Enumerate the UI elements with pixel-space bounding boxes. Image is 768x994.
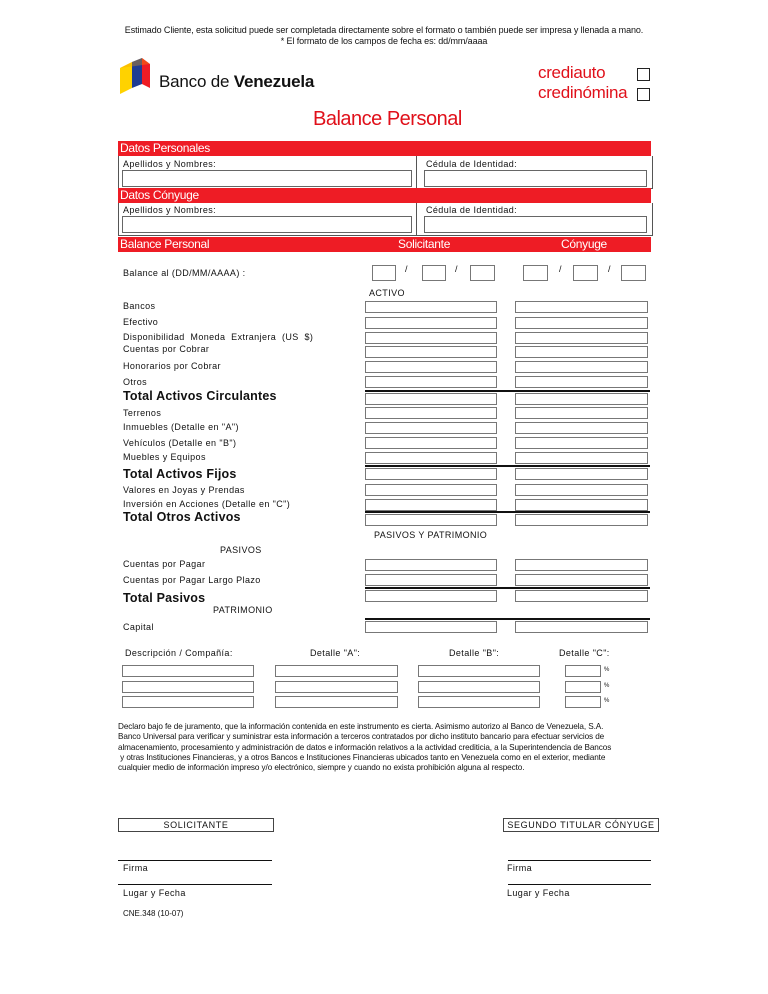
percent-sign: % [604, 698, 610, 704]
subtotal-divider [365, 587, 650, 589]
subtotal-divider [365, 511, 650, 513]
declaration-line: Declaro bajo fe de juramento, que la información contenida en este instrumento es cierta. Asimismo autorizo al Banco de Venezuela, S.A. [118, 722, 604, 731]
spouse-date-month[interactable] [573, 265, 598, 281]
spouse-cuentas-cobrar-field[interactable] [515, 346, 648, 358]
spouse-date-year[interactable] [621, 265, 646, 281]
applicant-place-date-line[interactable] [118, 884, 272, 885]
activo-heading: ACTIVO [369, 288, 405, 298]
applicant-date-day[interactable] [372, 265, 396, 281]
percent-sign: % [604, 667, 610, 673]
balance-header-bar [118, 237, 651, 252]
total-circulantes-label: Total Activos Circulantes [123, 389, 277, 403]
row-label-honorarios: Honorarios por Cobrar [123, 361, 221, 371]
detail-c-field[interactable] [565, 696, 601, 708]
patrimonio-heading: PATRIMONIO [213, 605, 273, 615]
applicant-total-fijos-field[interactable] [365, 468, 497, 480]
detail-b-field[interactable] [418, 665, 540, 677]
detail-a-field[interactable] [275, 696, 398, 708]
section-header-personal: Datos Personales [118, 141, 651, 156]
spouse-firma-label: Firma [507, 863, 532, 873]
declaration-line: almacenamiento, procesamiento y administración de datos e información relativos a la actividad crediticia, a la Superintendencia de Bancos [118, 742, 612, 752]
applicant-efectivo-field[interactable] [365, 317, 497, 329]
row-label-cuentas-cobrar: Cuentas por Cobrar [123, 344, 210, 354]
spouse-total-otros-field[interactable] [515, 514, 648, 526]
date-separator: / [608, 264, 611, 274]
row-label-muebles: Muebles y Equipos [123, 452, 206, 462]
row-label-inmuebles: Inmuebles (Detalle en "A") [123, 422, 239, 432]
detail-description-field[interactable] [122, 665, 254, 677]
declaration-text [118, 722, 638, 773]
declaration-line: cualquier medio de información impreso y/o electrónico, siempre y cuando no exista prohibición alguna al respecto. [118, 763, 525, 773]
declaration-line: y otras Instituciones Financieras, y a otros Bancos e Instituciones Financieras ubicados tanto en Venezuela como en el exterior, mediante [118, 752, 606, 762]
personal-id-field[interactable] [424, 170, 647, 187]
applicant-firma-label: Firma [123, 863, 148, 873]
applicant-vehiculos-field[interactable] [365, 437, 497, 449]
personal-name-field[interactable] [122, 170, 412, 187]
row-label-capital: Capital [123, 622, 154, 632]
applicant-capital-field[interactable] [365, 621, 497, 633]
detail-description-field[interactable] [122, 696, 254, 708]
date-separator: / [405, 264, 408, 274]
applicant-signature-line[interactable] [118, 860, 272, 861]
spouse-terrenos-field[interactable] [515, 407, 648, 419]
row-label-bancos: Bancos [123, 301, 156, 311]
applicant-otros-field[interactable] [365, 376, 497, 388]
instructions-note: Estimado Cliente, esta solicitud puede ser completada directamente sobre el formato o también puede ser impresa y llenada a mano. [124, 25, 644, 35]
detail-col-c: Detalle "C": [559, 648, 610, 658]
spouse-cuentas-pagar-lp-field[interactable] [515, 574, 648, 586]
applicant-joyas-field[interactable] [365, 484, 497, 496]
pasivos-patrimonio-heading: PASIVOS Y PATRIMONIO [374, 530, 488, 540]
spouse-name-label: Apellidos y Nombres: [123, 205, 217, 215]
personal-name-label: Apellidos y Nombres: [123, 159, 217, 169]
pasivos-heading: PASIVOS [220, 545, 262, 555]
total-fijos-label: Total Activos Fijos [123, 467, 237, 481]
spouse-acciones-field[interactable] [515, 499, 648, 511]
row-label-acciones: Inversión en Acciones (Detalle en "C") [123, 499, 291, 509]
applicant-acciones-field[interactable] [365, 499, 497, 511]
personal-data-box [118, 156, 653, 189]
total-pasivos-label: Total Pasivos [123, 591, 206, 605]
row-label-efectivo: Efectivo [123, 317, 159, 327]
balance-header-title: Balance Personal [120, 237, 210, 251]
detail-a-field[interactable] [275, 681, 398, 693]
applicant-cuentas-pagar-lp-field[interactable] [365, 574, 497, 586]
spouse-otros-field[interactable] [515, 376, 648, 388]
spouse-muebles-field[interactable] [515, 452, 648, 464]
spouse-name-field[interactable] [122, 216, 412, 233]
applicant-muebles-field[interactable] [365, 452, 497, 464]
subtotal-divider [365, 618, 650, 620]
subtotal-divider [365, 465, 650, 467]
applicant-inmuebles-field[interactable] [365, 422, 497, 434]
applicant-total-pasivos-field[interactable] [365, 590, 497, 602]
section-header-spouse: Datos Cónyuge [118, 188, 651, 203]
applicant-total-circulantes-field[interactable] [365, 393, 497, 405]
applicant-total-otros-field[interactable] [365, 514, 497, 526]
product-credinomina-label: credinómina [538, 83, 628, 102]
credinomina-checkbox[interactable] [637, 88, 650, 101]
date-separator: / [455, 264, 458, 274]
applicant-cuentas-cobrar-field[interactable] [365, 346, 497, 358]
spouse-vehiculos-field[interactable] [515, 437, 648, 449]
applicant-terrenos-field[interactable] [365, 407, 497, 419]
percent-sign: % [604, 683, 610, 689]
spouse-total-pasivos-field[interactable] [515, 590, 648, 602]
total-otros-label: Total Otros Activos [123, 510, 241, 524]
column-applicant-header: Solicitante [398, 237, 451, 251]
spouse-id-field[interactable] [424, 216, 647, 233]
date-separator: / [559, 264, 562, 274]
declaration-line: Banco Universal para verificar y suministrar esta información a terceros contratados por dicho instituto bancario para efectuar servicios de [118, 732, 605, 742]
personal-id-label: Cédula de Identidad: [426, 159, 518, 169]
applicant-moneda-field[interactable] [365, 332, 497, 344]
detail-col-b: Detalle "B": [449, 648, 500, 658]
spouse-joyas-field[interactable] [515, 484, 648, 496]
row-label-cuentas-pagar: Cuentas por Pagar [123, 559, 206, 569]
page-title: Balance Personal [313, 108, 462, 130]
detail-col-description: Descripción / Compañía: [125, 648, 233, 658]
row-label-vehiculos: Vehículos (Detalle en "B") [123, 438, 237, 448]
row-label-moneda: Disponibilidad Moneda Extranjera (US $) [123, 332, 314, 342]
detail-b-field[interactable] [418, 681, 540, 693]
row-label-terrenos: Terrenos [123, 408, 162, 418]
product-crediauto-label: crediauto [538, 63, 606, 82]
detail-a-field[interactable] [275, 665, 398, 677]
detail-b-field[interactable] [418, 696, 540, 708]
spouse-efectivo-field[interactable] [515, 317, 648, 329]
applicant-date-month[interactable] [422, 265, 446, 281]
spouse-id-label: Cédula de Identidad: [426, 205, 518, 215]
applicant-honorarios-field[interactable] [365, 361, 497, 373]
row-label-cuentas-pagar-lp: Cuentas por Pagar Largo Plazo [123, 575, 261, 585]
row-label-otros: Otros [123, 377, 148, 387]
row-label-joyas: Valores en Joyas y Prendas [123, 485, 245, 495]
spouse-place-date-line[interactable] [508, 884, 651, 885]
applicant-bancos-field[interactable] [365, 301, 497, 313]
spouse-cuentas-pagar-field[interactable] [515, 559, 648, 571]
crediauto-checkbox[interactable] [637, 68, 650, 81]
spouse-date-day[interactable] [523, 265, 548, 281]
detail-c-field[interactable] [565, 665, 601, 677]
spouse-data-box [118, 203, 653, 236]
spouse-signature-header: SEGUNDO TITULAR CÓNYUGE [503, 818, 659, 832]
applicant-cuentas-pagar-field[interactable] [365, 559, 497, 571]
form-code: CNE.348 (10-07) [123, 909, 184, 918]
spouse-inmuebles-field[interactable] [515, 422, 648, 434]
applicant-signature-header: SOLICITANTE [118, 818, 274, 832]
subtotal-divider [365, 390, 650, 392]
spouse-bancos-field[interactable] [515, 301, 648, 313]
bank-name: Banco de Venezuela [159, 72, 315, 91]
spouse-honorarios-field[interactable] [515, 361, 648, 373]
applicant-place-date-label: Lugar y Fecha [123, 888, 186, 898]
date-format-note: * El formato de los campos de fecha es: dd/mm/aaaa [280, 36, 488, 46]
detail-description-field[interactable] [122, 681, 254, 693]
spouse-moneda-field[interactable] [515, 332, 648, 344]
bank-logo-icon [118, 58, 152, 98]
spouse-total-circulantes-field[interactable] [515, 393, 648, 405]
spouse-signature-line[interactable] [508, 860, 651, 861]
detail-col-a: Detalle "A": [310, 648, 361, 658]
spouse-capital-field[interactable] [515, 621, 648, 633]
column-spouse-header: Cónyuge [561, 237, 607, 251]
detail-c-field[interactable] [565, 681, 601, 693]
applicant-date-year[interactable] [470, 265, 495, 281]
balance-date-label: Balance al (DD/MM/AAAA) : [123, 268, 246, 278]
spouse-total-fijos-field[interactable] [515, 468, 648, 480]
spouse-place-date-label: Lugar y Fecha [507, 888, 570, 898]
